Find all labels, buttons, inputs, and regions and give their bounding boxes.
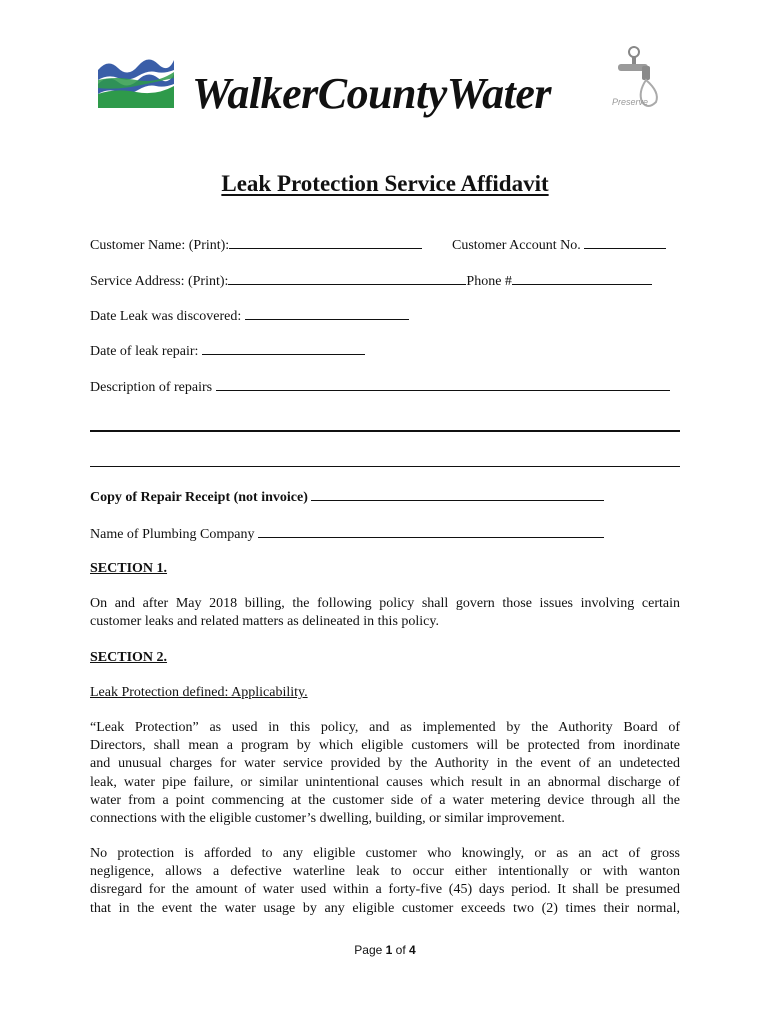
- service-address-field[interactable]: [228, 271, 466, 285]
- of-word: of: [395, 943, 406, 957]
- phone-field[interactable]: [512, 271, 652, 285]
- page-current: 1: [385, 943, 393, 957]
- section-2-paragraph-2: [90, 845, 680, 918]
- receipt-label: Copy of Repair Receipt (not invoice): [90, 490, 308, 505]
- phone-label: Phone #: [466, 274, 512, 289]
- document-title: Leak Protection Service Affidavit: [221, 171, 549, 196]
- brand-title: WalkerCountyWater: [192, 69, 552, 118]
- paragraph-line: No protection is afforded to any eligible customer who knowingly, or as an act of gross: [90, 846, 680, 861]
- plumbing-label: Name of Plumbing Company: [90, 527, 255, 542]
- paragraph-line: negligence, allows a defective waterline leak to occur either intentionally or with wanton: [90, 864, 680, 880]
- description-extra-line-2[interactable]: [90, 466, 680, 467]
- account-no-row: [452, 235, 666, 254]
- page-number: [0, 943, 770, 957]
- paragraph-line: disregard for the amount of water used within a forty-five (45) days period. It shall be presumed: [90, 882, 680, 898]
- plumbing-row: [90, 524, 604, 543]
- preserve-logo-text: Preserve: [612, 97, 649, 107]
- receipt-field[interactable]: [311, 487, 604, 501]
- plumbing-field[interactable]: [258, 524, 604, 538]
- section-1-heading: SECTION 1.: [90, 561, 168, 576]
- section-2-subheading: Leak Protection defined: Applicability.: [90, 685, 308, 700]
- service-address-row: [90, 271, 652, 290]
- paragraph-line: that in the event the water usage by any eligible customer exceeds two (2) times their normal,: [90, 900, 680, 916]
- section-1-line: On and after May 2018 billing, the following policy shall govern those issues involving certain: [90, 596, 680, 611]
- customer-name-row: [90, 235, 422, 254]
- account-no-field[interactable]: [584, 235, 666, 249]
- paragraph-line: “Leak Protection” as used in this policy, and as implemented by the Authority Board of: [90, 720, 680, 735]
- service-address-label: Service Address: (Print):: [90, 274, 229, 289]
- date-repair-label: Date of leak repair:: [90, 344, 199, 359]
- description-field[interactable]: [216, 377, 670, 391]
- date-discovered-field[interactable]: [245, 306, 409, 320]
- paragraph-line: water from a point commencing at the customer side of a water metering device through all the: [90, 792, 680, 808]
- date-repair-row: [90, 341, 365, 360]
- paragraph-line: Directors, shall mean a program by which eligible customers will be protected from inordinate: [90, 738, 680, 754]
- customer-name-label: Customer Name: (Print):: [90, 238, 230, 253]
- description-extra-line-1[interactable]: [90, 430, 680, 432]
- section-2-heading: SECTION 2.: [90, 650, 168, 665]
- page-word: Page: [354, 943, 383, 957]
- paragraph-line: connections with the eligible customer’s dwelling, building, or similar improvement.: [90, 811, 565, 827]
- date-repair-field[interactable]: [202, 341, 365, 355]
- description-label: Description of repairs: [90, 380, 213, 395]
- section-2-paragraph-1: [90, 719, 680, 828]
- description-row: [90, 377, 670, 396]
- section-1-paragraph: [90, 595, 680, 631]
- walker-county-water-logo-icon: [96, 50, 174, 108]
- date-discovered-label: Date Leak was discovered:: [90, 309, 242, 324]
- customer-name-field[interactable]: [229, 235, 422, 249]
- account-no-label: Customer Account No.: [452, 238, 581, 253]
- section-1-line: customer leaks and related matters as delineated in this policy.: [90, 614, 439, 630]
- paragraph-line: and unusual charges for water service provided by the Authority in the event of an undetected: [90, 756, 680, 772]
- receipt-row: [90, 487, 604, 506]
- page-total: 4: [409, 943, 416, 957]
- paragraph-line: leak, water pipe failure, or similar unintentional causes which result in an abnormal discharge of: [90, 774, 680, 790]
- date-discovered-row: [90, 306, 409, 325]
